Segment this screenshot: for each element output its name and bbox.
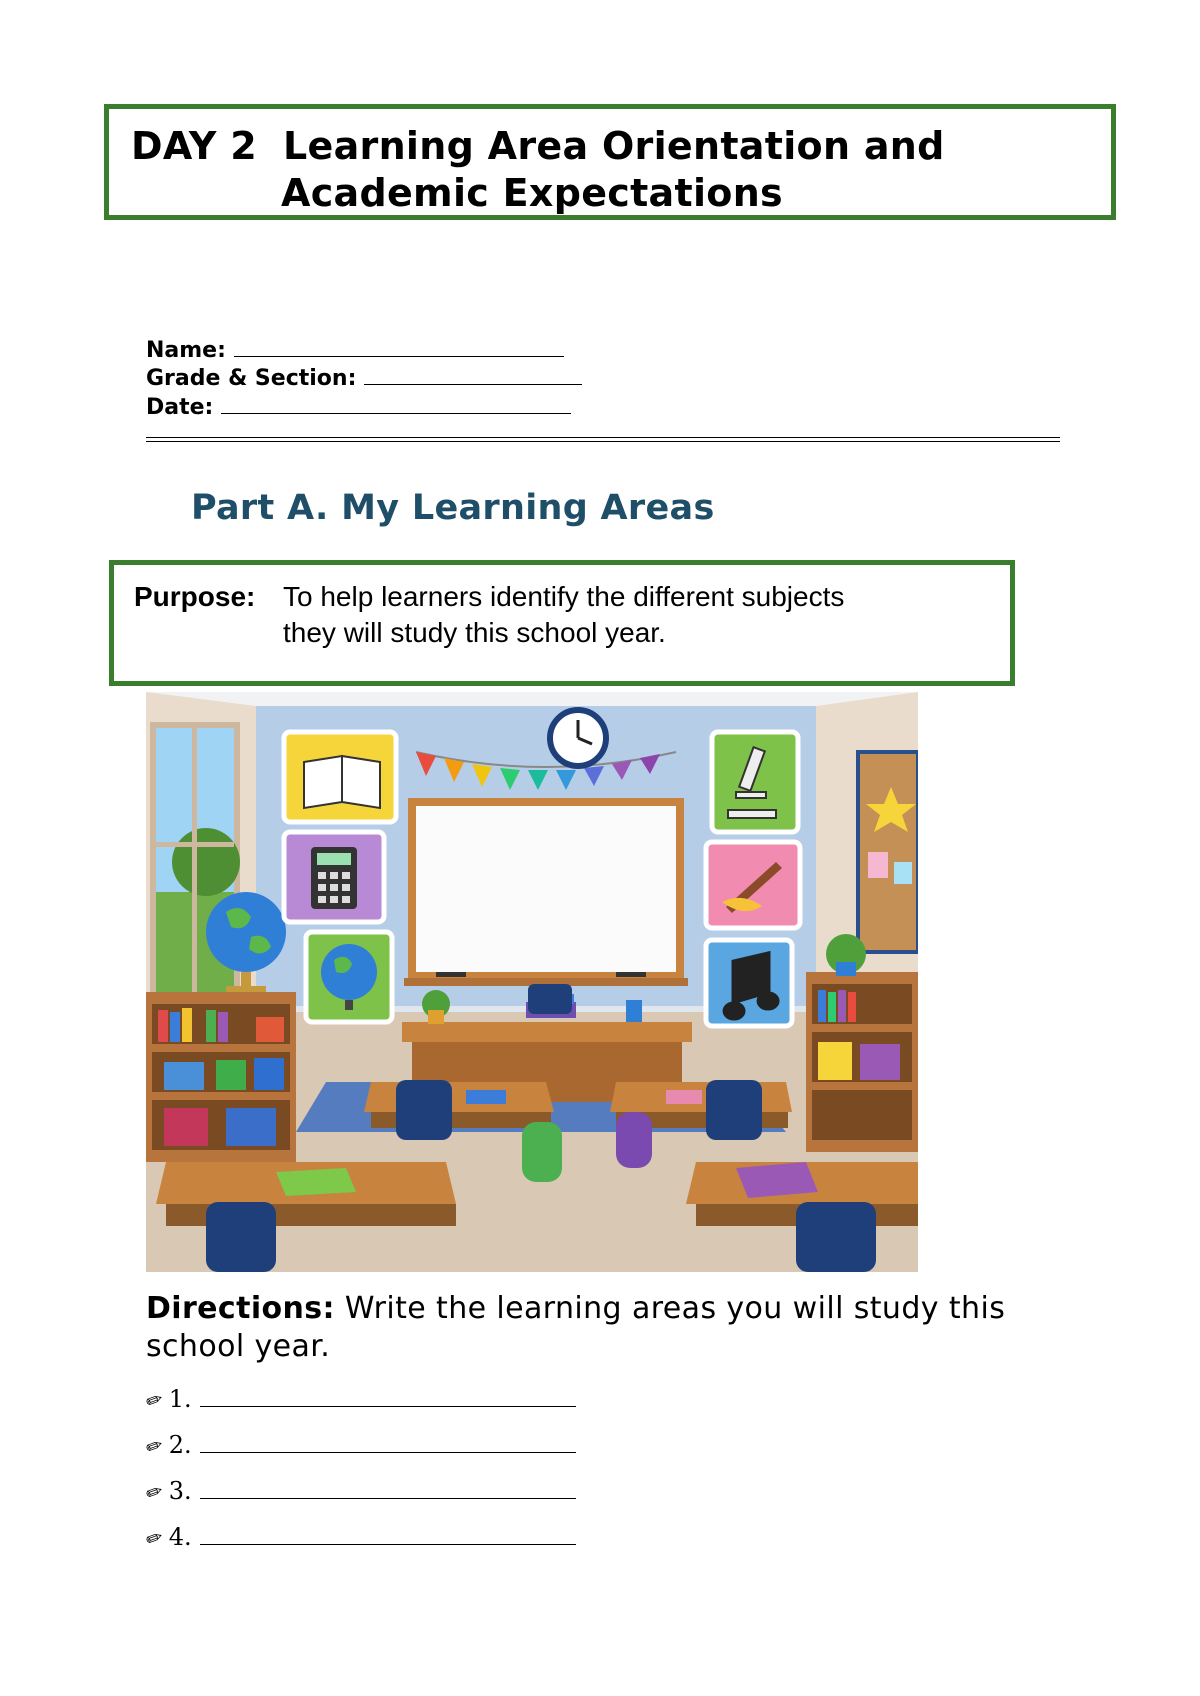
calculator-poster <box>284 832 384 922</box>
globe-poster <box>306 932 392 1022</box>
answer-item[interactable] <box>142 1523 576 1553</box>
part-a-title: Part A. My Learning Areas <box>191 488 715 528</box>
grade-section-blank[interactable] <box>364 366 582 385</box>
directions <box>146 1290 1076 1366</box>
whiteboard <box>404 798 688 986</box>
answer-number: 4. <box>168 1523 192 1551</box>
window <box>150 722 240 1012</box>
book-poster <box>284 732 396 822</box>
title-line-1 <box>131 124 945 168</box>
answer-number: 3. <box>168 1477 192 1505</box>
answer-item[interactable] <box>142 1431 576 1461</box>
purpose-label: Purpose: <box>134 581 256 612</box>
answer-item[interactable] <box>142 1477 576 1507</box>
book-icon <box>304 756 380 808</box>
name-label: Name: <box>146 338 226 363</box>
date-label: Date: <box>146 395 214 420</box>
grade-section-label: Grade & Section: <box>146 366 357 391</box>
pencil-icon: ✏ <box>142 1523 167 1553</box>
classroom-illustration <box>146 692 918 1272</box>
pencil-icon: ✏ <box>142 1431 167 1461</box>
answer-number: 1. <box>168 1385 192 1413</box>
date-blank[interactable] <box>221 395 571 414</box>
answer-blank[interactable] <box>200 1478 576 1499</box>
pencil-icon: ✏ <box>142 1477 167 1507</box>
left-bookshelf <box>146 992 296 1162</box>
globe-icon <box>321 944 377 1000</box>
art-poster <box>706 842 800 928</box>
directions-text: Write the learning areas you will study this school year. <box>146 1291 1006 1364</box>
double-divider <box>146 437 1060 442</box>
answer-item[interactable] <box>142 1385 576 1415</box>
grade-section-field[interactable] <box>146 366 582 390</box>
music-poster <box>706 940 792 1026</box>
answer-blank[interactable] <box>200 1524 576 1545</box>
clock <box>550 710 606 766</box>
date-field[interactable] <box>146 395 571 419</box>
answer-blank[interactable] <box>200 1386 576 1407</box>
title-text-1: Learning Area Orientation and <box>283 124 945 168</box>
purpose-text-line-1: To help learners identify the different subjects <box>283 581 845 612</box>
title-line-2: Academic Expectations <box>281 171 783 215</box>
purpose-box <box>109 560 1015 686</box>
microscope-poster <box>712 732 798 832</box>
bulletin-board <box>858 752 918 952</box>
answer-blank[interactable] <box>200 1432 576 1453</box>
directions-label: Directions: <box>146 1291 335 1326</box>
title-box <box>104 104 1116 220</box>
answer-number: 2. <box>168 1431 192 1459</box>
purpose-text-line-2: they will study this school year. <box>283 617 666 648</box>
name-blank[interactable] <box>234 338 564 357</box>
pencil-icon: ✏ <box>142 1385 167 1415</box>
day-label: DAY 2 <box>131 124 258 168</box>
name-field[interactable] <box>146 338 564 362</box>
